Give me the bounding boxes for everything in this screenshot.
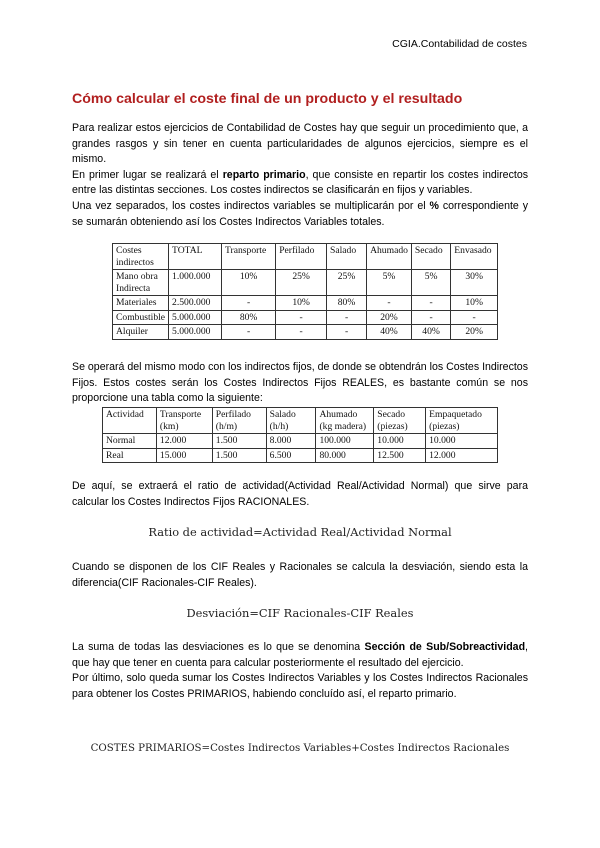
reparto-text-pre: En primer lugar se realizará el — [72, 168, 223, 181]
document-header: CGIA.Contabilidad de costes — [392, 38, 527, 50]
table-row — [103, 434, 498, 449]
header-cell: Empaquetado (piezas) — [426, 408, 498, 434]
table-cell: 12.000 — [156, 434, 212, 449]
table-cell: 10% — [451, 296, 498, 311]
ratio-formula: Ratio de actividad=Actividad Real/Actividad Normal — [148, 525, 452, 539]
subactividad-bold: Sección de Sub/Sobreactividad — [364, 641, 526, 653]
table-cell: 5.000.000 — [169, 325, 222, 340]
actividad-table — [102, 407, 498, 463]
table-cell: Mano obra Indirecta — [113, 270, 169, 296]
table-cell: 10.000 — [374, 434, 426, 449]
table-cell: - — [276, 310, 327, 325]
table-cell: 20% — [451, 325, 498, 340]
table-cell: 5% — [411, 270, 450, 296]
header-cell: Actividad — [103, 408, 157, 434]
primarios-formula: COSTES PRIMARIOS=Costes Indirectos Variables+Costes Indirectos Racionales — [90, 743, 510, 754]
table-cell: 20% — [367, 310, 412, 325]
table-cell: 80% — [222, 310, 276, 325]
table-cell: 1.500 — [212, 434, 266, 449]
conclusion-paragraph — [72, 640, 528, 702]
table-cell: - — [222, 325, 276, 340]
header-cell: Perfilado (h/m) — [212, 408, 266, 434]
table-cell: 80% — [327, 296, 367, 311]
fijos-paragraph: Se operará del mismo modo con los indirectos fijos, de donde se obtendrán los Costes Indirectos Fijos. Estos costes serán los Costes Indirectos Fijos REALES, es bastante común se nos proporcione una tabla como la siguiente: — [72, 361, 528, 405]
page-title: Cómo calcular el coste final de un producto y el resultado — [72, 91, 463, 107]
header-cell: Secado — [411, 244, 450, 270]
desviacion-formula: Desviación=CIF Racionales-CIF Reales — [186, 606, 414, 620]
header-cell: Envasado — [451, 244, 498, 270]
costes-indirectos-table — [112, 243, 498, 340]
table-cell: - — [411, 310, 450, 325]
desviacion-paragraph: Cuando se disponen de los CIF Reales y Racionales se calcula la desviación, siendo esta la diferencia(CIF Racionales-CIF Reales). — [72, 561, 528, 589]
final-text: Por último, solo queda sumar los Costes Indirectos Variables y los Costes Indirectos Racionales para obtener los Costes PRIMARIOS, habiendo concluído así, el reparto primario. — [72, 672, 528, 700]
reparto-primario-bold: reparto primario — [222, 168, 306, 181]
table-cell: 5.000.000 — [169, 310, 222, 325]
table-row — [103, 448, 498, 463]
table-cell: 40% — [367, 325, 412, 340]
table-cell: Alquiler — [113, 325, 169, 340]
table-cell: Real — [103, 448, 157, 463]
table-row — [113, 270, 498, 296]
subactividad-text-post: , que hay que tener en cuenta para calcular posteriormente el resultado del ejercicio. — [72, 641, 528, 669]
table-cell: 30% — [451, 270, 498, 296]
table-cell: 10% — [222, 270, 276, 296]
table-cell: - — [276, 325, 327, 340]
table-cell: 25% — [327, 270, 367, 296]
table-header-row — [113, 244, 498, 270]
percent-bold: % — [429, 199, 439, 212]
variables-text-pre: Una vez separados, los costes indirectos variables se multiplicarán por el — [72, 199, 430, 212]
table-row — [113, 325, 498, 340]
table-row — [113, 296, 498, 311]
ratio-paragraph: De aquí, se extraerá el ratio de actividad(Actividad Real/Actividad Normal) que sirve para calcular los Costes Indirectos Fijos RACIONALES. — [72, 480, 528, 508]
table-cell: 15.000 — [156, 448, 212, 463]
table-cell: 40% — [411, 325, 450, 340]
table-cell: 6.500 — [266, 448, 316, 463]
table-cell: 8.000 — [266, 434, 316, 449]
table-cell: - — [327, 310, 367, 325]
header-cell: Transporte — [222, 244, 276, 270]
intro-text: Para realizar estos ejercicios de Contabilidad de Costes hay que seguir un procedimiento que, a grandes rasgos y sin tener en cuenta particularidades de algunos ejercicios, siempre es el mismo. — [72, 122, 528, 166]
table-cell: 1.000.000 — [169, 270, 222, 296]
table-cell: 80.000 — [316, 448, 374, 463]
subactividad-text-pre: La suma de todas las desviaciones es lo que se denomina — [72, 641, 365, 653]
intro-paragraph — [72, 121, 528, 230]
header-cell: Salado — [327, 244, 367, 270]
table-cell: 12.000 — [426, 448, 498, 463]
header-cell: Ahumado (kg madera) — [316, 408, 374, 434]
header-cell: Costes indirectos — [113, 244, 169, 270]
table-cell: Normal — [103, 434, 157, 449]
table-cell: 5% — [367, 270, 412, 296]
table-cell: 2.500.000 — [169, 296, 222, 311]
reparto-text-post: , que consiste en repartir los costes indirectos entre las distintas secciones. Los costes indirectos se clasificarán en fijos y variables. — [72, 168, 529, 197]
header-cell: TOTAL — [169, 244, 222, 270]
table-header-row — [103, 408, 498, 434]
table-cell: 10% — [276, 296, 327, 311]
table-cell: 12.500 — [374, 448, 426, 463]
table-cell: 25% — [276, 270, 327, 296]
header-cell: Perfilado — [276, 244, 327, 270]
header-cell: Transporte (km) — [156, 408, 212, 434]
variables-text-post: correspondiente y se sumarán obteniendo así los Costes Indirectos Variables totales. — [72, 199, 528, 228]
table-cell: - — [327, 325, 367, 340]
table-cell: Combustible — [113, 310, 169, 325]
table-cell: 100.000 — [316, 434, 374, 449]
header-cell: Ahumado — [367, 244, 412, 270]
table-cell: - — [411, 296, 450, 311]
table-cell: 1.500 — [212, 448, 266, 463]
table-cell: - — [451, 310, 498, 325]
table-cell: - — [367, 296, 412, 311]
header-cell: Secado (piezas) — [374, 408, 426, 434]
table-row — [113, 310, 498, 325]
header-cell: Salado (h/h) — [266, 408, 316, 434]
table-cell: Materiales — [113, 296, 169, 311]
table-cell: 10.000 — [426, 434, 498, 449]
table-cell: - — [222, 296, 276, 311]
